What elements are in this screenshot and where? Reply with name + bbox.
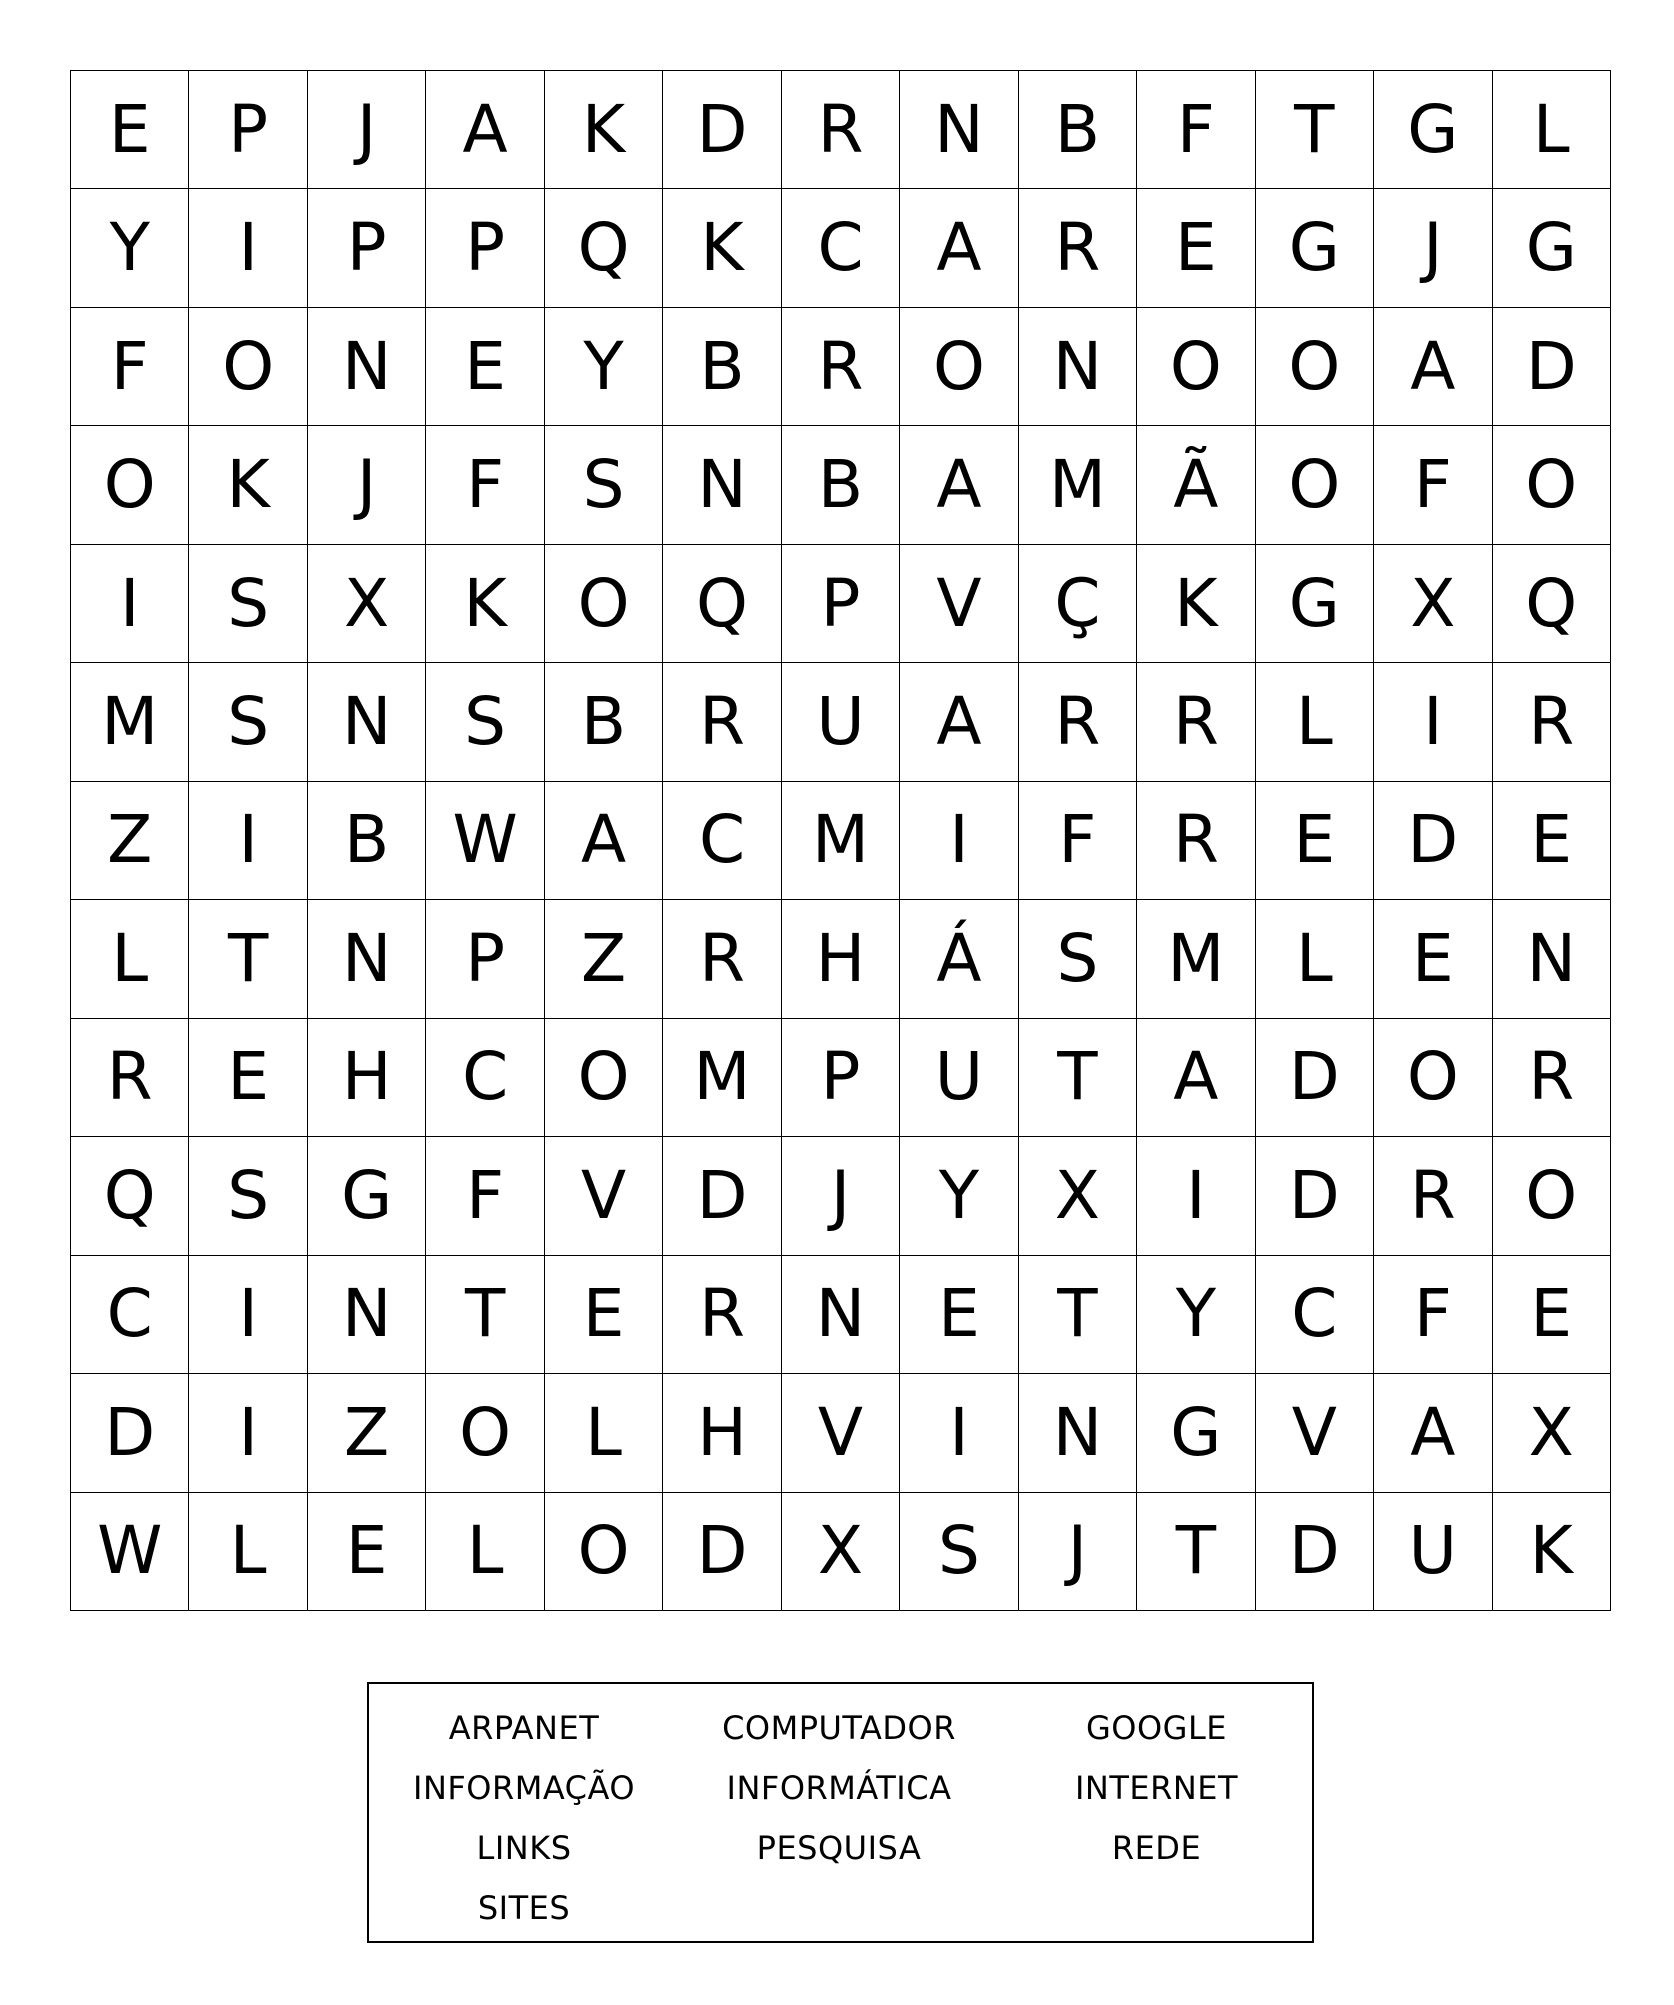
grid-cell[interactable]: L [545, 1374, 663, 1492]
grid-cell[interactable]: P [782, 545, 900, 663]
word-informacao: INFORMAÇÃO [413, 1769, 635, 1807]
grid-cell[interactable]: A [426, 71, 544, 189]
word-internet: INTERNET [1074, 1769, 1239, 1807]
grid-cell[interactable]: S [189, 545, 307, 663]
grid-cell[interactable]: O [545, 1493, 663, 1611]
grid-cell[interactable]: F [426, 426, 544, 544]
grid-cell[interactable]: R [71, 1019, 189, 1137]
word-search-grid [70, 70, 1611, 1611]
grid-cell[interactable]: N [1019, 1374, 1137, 1492]
grid-cell[interactable]: N [308, 308, 426, 426]
grid-cell[interactable]: D [71, 1374, 189, 1492]
grid-cell[interactable]: L [71, 900, 189, 1018]
grid-cell[interactable]: O [1137, 308, 1255, 426]
grid-cell[interactable]: Y [71, 189, 189, 307]
grid-cell[interactable]: C [71, 1256, 189, 1374]
grid-cell[interactable]: K [545, 71, 663, 189]
grid-cell[interactable]: V [545, 1137, 663, 1255]
grid-cell[interactable]: K [1493, 1493, 1611, 1611]
grid-cell[interactable]: Y [545, 308, 663, 426]
grid-cell[interactable]: O [71, 426, 189, 544]
grid-cell[interactable]: S [545, 426, 663, 544]
grid-cell[interactable]: N [663, 426, 781, 544]
grid-cell[interactable]: G [1256, 545, 1374, 663]
grid-cell[interactable]: Q [545, 189, 663, 307]
grid-cell[interactable]: T [1137, 1493, 1255, 1611]
grid-cell[interactable]: E [1374, 900, 1492, 1018]
grid-cell[interactable]: F [1019, 782, 1137, 900]
grid-cell[interactable]: U [782, 663, 900, 781]
word-arpanet: ARPANET [448, 1709, 600, 1747]
grid-cell[interactable]: P [426, 189, 544, 307]
grid-cell[interactable]: T [1256, 71, 1374, 189]
grid-cell[interactable]: G [1256, 189, 1374, 307]
word-google: GOOGLE [1085, 1709, 1227, 1747]
grid-cell[interactable]: X [308, 545, 426, 663]
grid-cell[interactable]: G [1374, 71, 1492, 189]
grid-cell[interactable]: R [782, 71, 900, 189]
grid-cell[interactable]: B [308, 782, 426, 900]
grid-cell[interactable]: R [1493, 663, 1611, 781]
grid-cell[interactable]: T [189, 900, 307, 1018]
grid-cell[interactable]: R [1019, 663, 1137, 781]
grid-cell[interactable]: T [426, 1256, 544, 1374]
grid-cell[interactable]: Q [1493, 545, 1611, 663]
grid-cell[interactable]: O [1374, 1019, 1492, 1137]
grid-cell[interactable]: I [1137, 1137, 1255, 1255]
grid-cell[interactable]: E [1137, 189, 1255, 307]
grid-cell[interactable]: D [663, 1137, 781, 1255]
grid-cell[interactable]: L [1256, 663, 1374, 781]
word-links: LINKS [476, 1829, 572, 1867]
grid-cell[interactable]: Ç [1019, 545, 1137, 663]
grid-cell[interactable]: M [1137, 900, 1255, 1018]
grid-cell[interactable]: D [663, 1493, 781, 1611]
grid-cell[interactable]: M [663, 1019, 781, 1137]
grid-cell[interactable]: Z [308, 1374, 426, 1492]
grid-cell[interactable]: I [1374, 663, 1492, 781]
grid-cell[interactable]: L [426, 1493, 544, 1611]
grid-cell[interactable]: D [663, 71, 781, 189]
grid-cell[interactable]: N [782, 1256, 900, 1374]
grid-cell[interactable]: O [1256, 308, 1374, 426]
grid-cell[interactable]: T [1019, 1019, 1137, 1137]
grid-cell[interactable]: X [1019, 1137, 1137, 1255]
grid-cell[interactable]: I [189, 1256, 307, 1374]
grid-cell[interactable]: I [189, 1374, 307, 1492]
grid-cell[interactable]: S [426, 663, 544, 781]
grid-cell[interactable]: R [1137, 782, 1255, 900]
grid-cell[interactable]: Á [900, 900, 1018, 1018]
grid-cell[interactable]: O [900, 308, 1018, 426]
grid-cell[interactable]: B [545, 663, 663, 781]
grid-cell[interactable]: E [1493, 782, 1611, 900]
word-rede: REDE [1111, 1829, 1202, 1867]
grid-cell[interactable]: U [1374, 1493, 1492, 1611]
grid-cell[interactable]: B [782, 426, 900, 544]
word-sites: SITES [477, 1889, 571, 1927]
grid-cell[interactable]: N [308, 1256, 426, 1374]
grid-cell[interactable]: C [782, 189, 900, 307]
grid-cell[interactable]: J [308, 426, 426, 544]
grid-cell[interactable]: A [900, 663, 1018, 781]
grid-cell[interactable]: A [1374, 308, 1492, 426]
grid-cell[interactable]: A [1137, 1019, 1255, 1137]
grid-cell[interactable]: I [189, 189, 307, 307]
grid-cell[interactable]: I [900, 782, 1018, 900]
grid-cell[interactable]: N [1493, 900, 1611, 1018]
word-computador: COMPUTADOR [722, 1709, 956, 1747]
grid-cell[interactable]: S [189, 1137, 307, 1255]
grid-cell[interactable]: E [1256, 782, 1374, 900]
word-list-box [367, 1682, 1314, 1943]
grid-cell[interactable]: C [426, 1019, 544, 1137]
grid-cell[interactable]: F [1137, 71, 1255, 189]
grid-cell[interactable]: I [900, 1374, 1018, 1492]
grid-cell[interactable]: O [426, 1374, 544, 1492]
grid-cell[interactable]: H [663, 1374, 781, 1492]
grid-cell[interactable]: N [308, 900, 426, 1018]
grid-cell[interactable]: Ã [1137, 426, 1255, 544]
grid-cell[interactable]: K [426, 545, 544, 663]
grid-cell[interactable]: A [545, 782, 663, 900]
grid-cell[interactable]: O [189, 308, 307, 426]
grid-cell[interactable]: M [71, 663, 189, 781]
grid-cell[interactable]: J [1374, 189, 1492, 307]
grid-cell[interactable]: P [782, 1019, 900, 1137]
grid-cell[interactable]: D [1493, 308, 1611, 426]
word-list-column-1 [369, 1698, 679, 1938]
grid-cell[interactable]: R [1374, 1137, 1492, 1255]
grid-cell[interactable]: P [308, 189, 426, 307]
grid-cell[interactable]: E [189, 1019, 307, 1137]
grid-cell[interactable]: K [1137, 545, 1255, 663]
grid-cell[interactable]: O [1493, 1137, 1611, 1255]
grid-cell[interactable]: F [1374, 426, 1492, 544]
grid-cell[interactable]: R [1137, 663, 1255, 781]
grid-cell[interactable]: Z [71, 782, 189, 900]
grid-cell[interactable]: G [1137, 1374, 1255, 1492]
grid-cell[interactable]: T [1019, 1256, 1137, 1374]
grid-cell[interactable]: E [71, 71, 189, 189]
grid-cell[interactable]: E [426, 308, 544, 426]
grid-cell[interactable]: V [1256, 1374, 1374, 1492]
grid-cell[interactable]: Y [1137, 1256, 1255, 1374]
grid-cell[interactable]: F [71, 308, 189, 426]
grid-cell[interactable]: L [189, 1493, 307, 1611]
word-informatica: INFORMÁTICA [726, 1769, 952, 1807]
grid-cell[interactable]: K [663, 189, 781, 307]
grid-cell[interactable]: R [663, 663, 781, 781]
grid-cell[interactable]: H [782, 900, 900, 1018]
grid-cell[interactable]: F [1374, 1256, 1492, 1374]
grid-cell[interactable]: A [900, 426, 1018, 544]
grid-cell[interactable]: S [189, 663, 307, 781]
grid-cell[interactable]: J [1019, 1493, 1137, 1611]
grid-cell[interactable]: O [1493, 426, 1611, 544]
grid-cell[interactable]: I [71, 545, 189, 663]
word-list-column-2 [679, 1698, 999, 1878]
grid-cell[interactable]: P [189, 71, 307, 189]
grid-cell[interactable]: E [900, 1256, 1018, 1374]
grid-cell[interactable]: A [900, 189, 1018, 307]
grid-cell[interactable]: N [900, 71, 1018, 189]
grid-cell[interactable]: B [663, 308, 781, 426]
grid-cell[interactable]: R [663, 1256, 781, 1374]
grid-cell[interactable]: N [308, 663, 426, 781]
grid-cell[interactable]: X [782, 1493, 900, 1611]
grid-cell[interactable]: O [1256, 426, 1374, 544]
word-pesquisa: PESQUISA [756, 1829, 922, 1867]
grid-cell[interactable]: M [1019, 426, 1137, 544]
grid-cell[interactable]: P [426, 900, 544, 1018]
grid-cell[interactable]: H [308, 1019, 426, 1137]
grid-cell[interactable]: D [1374, 782, 1492, 900]
grid-cell[interactable]: K [189, 426, 307, 544]
grid-cell[interactable]: I [189, 782, 307, 900]
grid-cell[interactable]: B [1019, 71, 1137, 189]
grid-cell[interactable]: C [663, 782, 781, 900]
grid-cell[interactable]: S [1019, 900, 1137, 1018]
grid-cell[interactable]: A [1374, 1374, 1492, 1492]
grid-cell[interactable]: D [1256, 1493, 1374, 1611]
grid-cell[interactable]: Y [900, 1137, 1018, 1255]
grid-cell[interactable]: F [426, 1137, 544, 1255]
grid-cell[interactable]: E [308, 1493, 426, 1611]
grid-cell[interactable]: X [1493, 1374, 1611, 1492]
grid-cell[interactable]: L [1256, 900, 1374, 1018]
grid-cell[interactable]: G [308, 1137, 426, 1255]
grid-cell[interactable]: N [1019, 308, 1137, 426]
grid-cell[interactable]: Q [71, 1137, 189, 1255]
grid-cell[interactable]: J [782, 1137, 900, 1255]
grid-cell[interactable]: X [1374, 545, 1492, 663]
grid-cell[interactable]: J [308, 71, 426, 189]
grid-cell[interactable]: Z [545, 900, 663, 1018]
grid-cell[interactable]: M [782, 782, 900, 900]
word-list-column-3 [999, 1698, 1314, 1878]
grid-cell[interactable]: O [545, 545, 663, 663]
grid-cell[interactable]: U [900, 1019, 1018, 1137]
grid-cell[interactable]: O [545, 1019, 663, 1137]
grid-cell[interactable]: D [1256, 1137, 1374, 1255]
grid-cell[interactable]: V [900, 545, 1018, 663]
grid-cell[interactable]: C [1256, 1256, 1374, 1374]
grid-cell[interactable]: D [1256, 1019, 1374, 1137]
grid-cell[interactable]: G [1493, 189, 1611, 307]
grid-cell[interactable]: E [545, 1256, 663, 1374]
grid-cell[interactable]: R [1493, 1019, 1611, 1137]
grid-cell[interactable]: W [71, 1493, 189, 1611]
grid-cell[interactable]: L [1493, 71, 1611, 189]
grid-cell[interactable]: W [426, 782, 544, 900]
grid-cell[interactable]: Q [663, 545, 781, 663]
grid-cell[interactable]: V [782, 1374, 900, 1492]
grid-cell[interactable]: E [1493, 1256, 1611, 1374]
grid-cell[interactable]: R [782, 308, 900, 426]
grid-cell[interactable]: R [1019, 189, 1137, 307]
grid-cell[interactable]: R [663, 900, 781, 1018]
grid-cell[interactable]: S [900, 1493, 1018, 1611]
